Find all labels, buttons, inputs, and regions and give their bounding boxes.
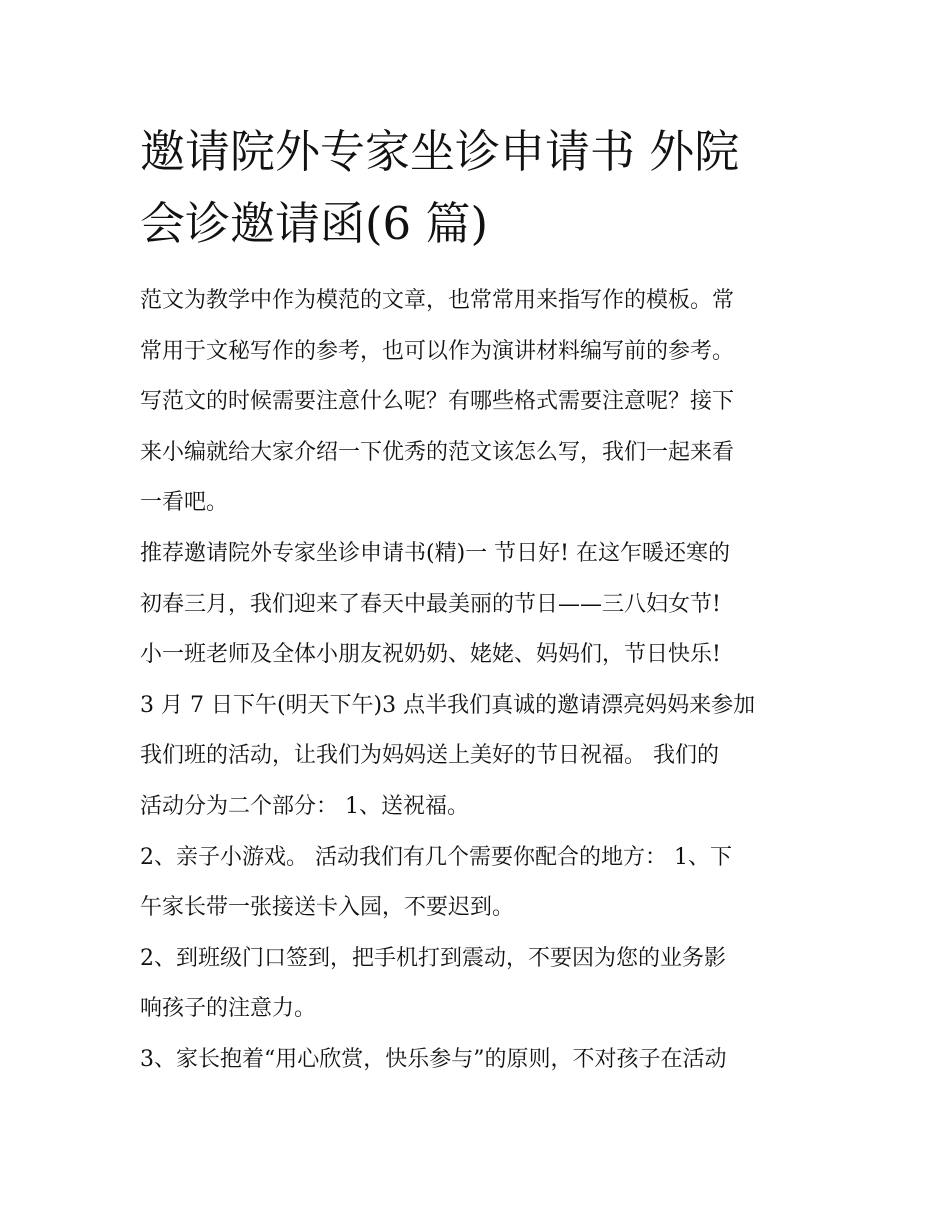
body-line: 范文为教学中作为模范的文章，也常常用来指写作的模板。常 bbox=[140, 288, 735, 313]
body-line: 初春三月，我们迎来了春天中最美丽的节日——三八妇女节! bbox=[140, 591, 721, 617]
body-line: 推荐邀请院外专家坐诊申请书(精)一 节日好! 在这乍暖还寒的 bbox=[140, 540, 730, 566]
body-line: 小一班老师及全体小朋友祝奶奶、姥姥、妈妈们，节日快乐! bbox=[140, 642, 721, 668]
body-line: 活动分为二个部分： 1、送祝福。 bbox=[140, 793, 469, 819]
body-line: 午家长带一张接送卡入园，不要迟到。 bbox=[140, 895, 515, 921]
document-body bbox=[140, 279, 830, 1089]
body-line: 我们班的活动，让我们为妈妈送上美好的节日祝福。 我们的 bbox=[140, 743, 719, 769]
body-line: 常用于文秘写作的参考，也可以作为演讲材料编写前的参考。 bbox=[140, 338, 735, 364]
body-line: 3、家长抱着“用心欣赏，快乐参与”的原则，不对孩子在活动 bbox=[140, 1046, 727, 1072]
body-line: 写范文的时候需要注意什么呢？有哪些格式需要注意呢？接下 bbox=[140, 389, 735, 415]
document-title bbox=[140, 116, 820, 260]
body-line: 响孩子的注意力。 bbox=[140, 996, 317, 1022]
body-line: 3 月 7 日下午(明天下午)3 点半我们真诚的邀请漂亮妈妈来参加 bbox=[140, 692, 756, 718]
title-line: 邀请院外专家坐诊申请书 外院 bbox=[140, 125, 740, 178]
body-line: 2、亲子小游戏。 活动我们有几个需要你配合的地方： 1、下 bbox=[140, 844, 732, 870]
body-line: 一看吧。 bbox=[140, 490, 229, 516]
body-line: 来小编就给大家介绍一下优秀的范文该怎么写，我们一起来看 bbox=[140, 439, 735, 465]
title-line: 会诊邀请函(6 篇) bbox=[140, 197, 489, 250]
body-line: 2、到班级门口签到，把手机打到震动，不要因为您的业务影 bbox=[140, 945, 726, 971]
